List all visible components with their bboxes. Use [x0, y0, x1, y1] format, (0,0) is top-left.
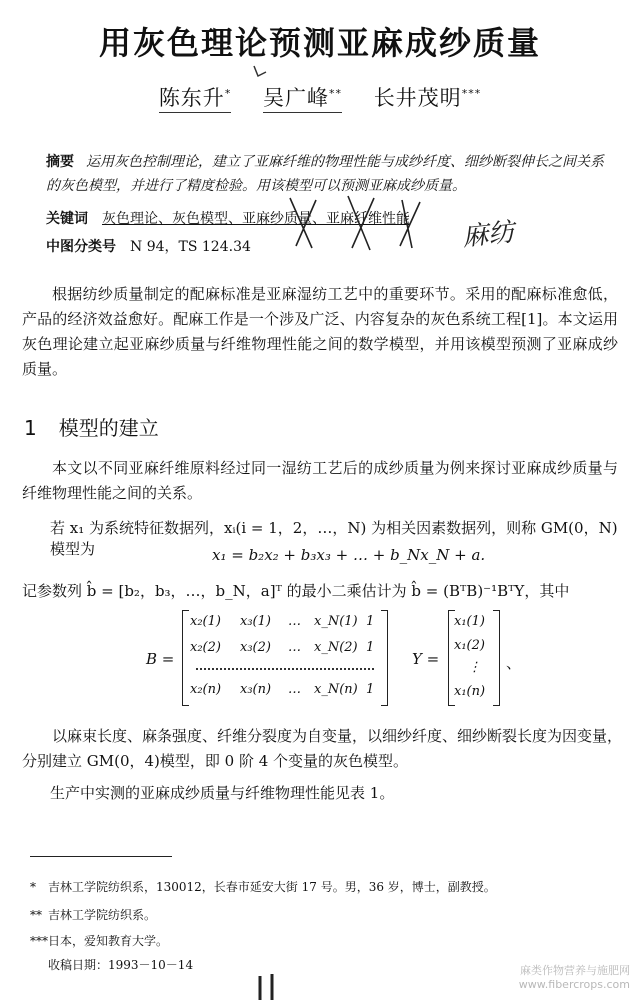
matrix-b-row-n [190, 682, 374, 697]
author-2-name: 吴广峰 [263, 86, 329, 110]
body-paragraph-2: 本文以不同亚麻纤维原料经过同一湿纺工艺后的成纱质量为例来探讨亚麻成纱质量与纤维物理性能之间的关系。 [22, 459, 618, 502]
matrix-b-cell: 1 [366, 640, 375, 655]
footnote-3 [30, 932, 168, 949]
matrix-y-cell: x₁(1) [454, 614, 485, 629]
matrix-y-cell: ⋮ [468, 660, 481, 675]
author-list [0, 82, 640, 112]
matrix-y-cell: x₁(2) [454, 638, 485, 653]
matrix-b-cell: x_N(2) [314, 640, 358, 655]
classification-text: N 94，TS 124.34 [130, 239, 251, 255]
matrix-y-cell: x₁(n) [454, 684, 486, 699]
footnote-mark: ** [30, 908, 42, 922]
section-number: 1 [24, 416, 37, 440]
matrix-b-dotted-row [196, 668, 374, 670]
matrix-y-suffix: 、 [506, 654, 522, 672]
author-2-mark: ** [329, 87, 342, 100]
body-paragraph-6: 生产中实测的亚麻成纱质量与纤维物理性能见表 1。 [50, 784, 395, 802]
watermark-line-2: www.fibercrops.com [518, 978, 630, 991]
author-3 [374, 86, 482, 110]
intro-paragraph: 根据纺纱质量制定的配麻标准是亚麻湿纺工艺中的重要环节。采用的配麻标准愈低，产品的经济效益愈好。配麻工作是一个涉及广泛、内容复杂的灰色系统工程[1]。本文运用灰色理论建立起亚麻纱质量与纤维物理性能之间的数学模型，并用该模型预测了亚麻成纱质量。 [22, 285, 618, 378]
footnote-mark: * [30, 880, 36, 894]
author-3-name: 长井茂明 [373, 86, 462, 110]
footnote-mark: *** [30, 934, 48, 948]
matrix-y-label: Y = [412, 650, 440, 668]
handwriting-crossmarks [282, 190, 442, 260]
matrix-b-cell: x₂(n) [190, 682, 222, 697]
matrix-b-right-bracket [381, 610, 388, 706]
classification [46, 236, 251, 256]
watermark-line-1: 麻类作物营养与施肥网 [520, 964, 630, 977]
author-1 [159, 86, 232, 113]
footnote-text: 收稿日期：1993－10－14 [48, 958, 194, 972]
classification-label: 中图分类号 [46, 239, 116, 255]
author-2 [263, 86, 342, 113]
matrix-b-row-1 [190, 614, 374, 629]
received-date [30, 956, 193, 973]
matrix-b-cell: x₃(n) [240, 682, 272, 697]
author-1-name: 陈东升 [158, 86, 225, 110]
handwriting-tick-mark [250, 62, 270, 82]
body-paragraph-4: 记参数列 b̂ = [b₂，b₃，…，b_N，a]ᵀ 的最小二乘估计为 b̂ = (BᵀB)⁻¹BᵀY，其中 [22, 582, 570, 600]
footnote-text: 吉林工学院纺织系，130012，长春市延安大街 17 号。男，36 岁，博士，副教授。 [48, 880, 496, 894]
matrix-b-cell: x₂(1) [190, 614, 221, 629]
matrix-b-label: B = [146, 650, 175, 668]
author-3-mark: *** [461, 87, 482, 100]
matrix-b-cell: 1 [366, 682, 375, 697]
matrix-b-row-2 [190, 640, 374, 655]
author-1-mark: * [224, 87, 232, 100]
handwriting-note: 麻纺 [460, 217, 516, 253]
matrix-b-cell: x_N(n) [314, 682, 358, 697]
matrix-y [448, 610, 500, 706]
keywords-text: 灰色理论、灰色模型、亚麻纱质量、亚麻纤维性能 [102, 211, 410, 227]
footnote-2 [30, 906, 156, 923]
site-watermark [519, 964, 630, 992]
section-heading [24, 412, 159, 441]
matrix-b-cell: … [288, 640, 301, 655]
section-title: 模型的建立 [58, 416, 159, 440]
matrix-b [182, 610, 388, 706]
matrix-b-cell: x₂(2) [190, 640, 221, 655]
matrix-b-cell: … [288, 682, 301, 697]
matrix-b-cell: 1 [366, 614, 375, 629]
footnote-rule [30, 856, 172, 857]
matrix-b-cell: x_N(1) [314, 614, 358, 629]
footnote-text: 吉林工学院纺织系。 [48, 908, 157, 922]
matrix-y-right-bracket [493, 610, 500, 706]
matrix-b-cell: … [288, 614, 301, 629]
page-edge-marks [250, 972, 310, 1002]
abstract-label: 摘要 [46, 154, 74, 170]
footnote-text: 日本，爱知教育大学。 [48, 934, 169, 948]
paper-title: 用灰色理论预测亚麻成纱质量 [98, 24, 541, 62]
matrix-b-cell: x₃(2) [240, 640, 271, 655]
keywords-label: 关键词 [46, 211, 88, 227]
footnote-1 [30, 878, 496, 895]
matrix-b-left-bracket [182, 610, 189, 706]
matrix-b-cell: x₃(1) [240, 614, 271, 629]
model-equation: x₁ = b₂x₂ + b₃x₃ + … + b_Nx_N + a. [212, 546, 486, 564]
abstract-text: 运用灰色控制理论，建立了亚麻纤维的物理性能与成纱纤度、细纱断裂伸长之间关系的灰色模型，并进行了精度检验。用该模型可以预测亚麻成纱质量。 [46, 154, 604, 194]
body-paragraph-5: 以麻束长度、麻条强度、纤维分裂度为自变量，以细纱纤度、细纱断裂长度为因变量，分别建立 GM(0，4)模型，即 0 阶 4 个变量的灰色模型。 [22, 727, 623, 770]
body-paragraph-3: 若 x₁ 为系统特征数据列，xᵢ(i = 1，2，…，N) 为相关因素数据列，则称 GM(0，N)模型为 [50, 519, 618, 558]
